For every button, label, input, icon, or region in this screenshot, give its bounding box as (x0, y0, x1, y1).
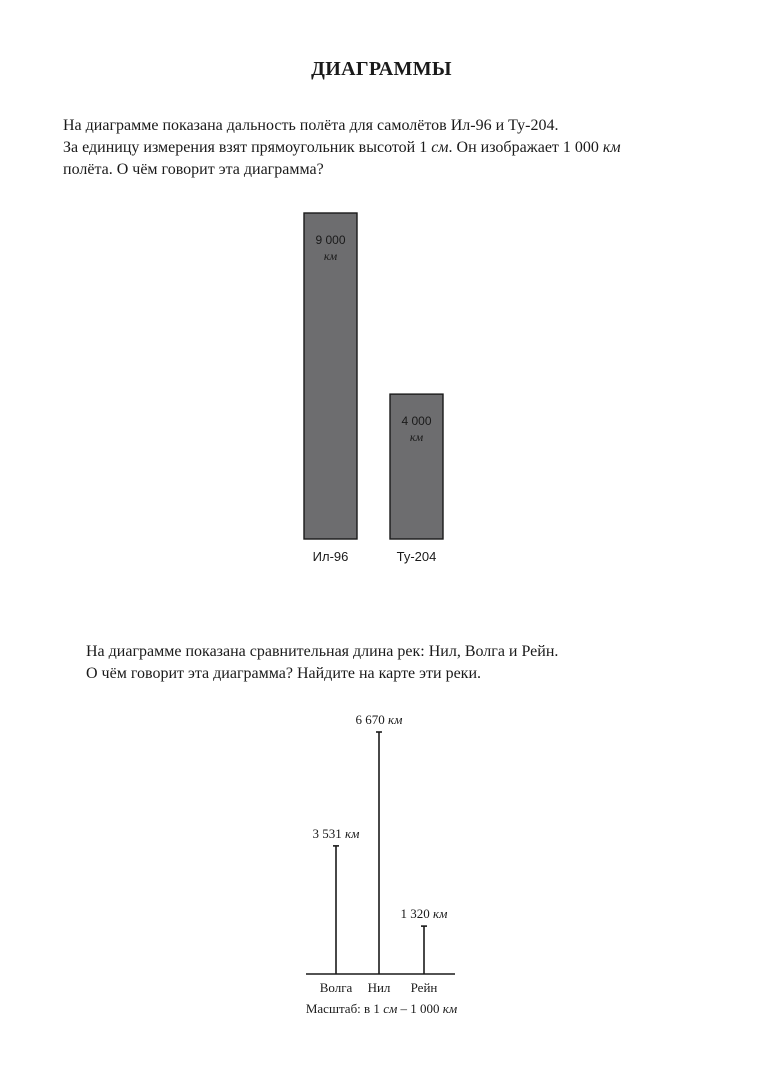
scale-note-middle: – 1 000 (397, 1001, 443, 1016)
river-category-label-1: Нил (367, 980, 391, 995)
scale-note-unit-km: км (442, 1001, 458, 1016)
river-category-label-2: Рейн (410, 980, 438, 995)
intro-unit-cm: см (431, 139, 449, 156)
intro-line-3: полёта. О чём говорит эта диаграмма? (63, 161, 324, 178)
scale-note (0, 1001, 763, 1017)
bar-unit-label-0: км (323, 249, 338, 263)
river-value-label-1: 6 670 км (355, 712, 403, 727)
scale-note-prefix: Масштаб: в 1 (305, 1001, 384, 1016)
river-value-label-2: 1 320 км (400, 906, 448, 922)
rivers-intro-line-1: На диаграмме показана сравнительная длина рек: Нил, Волга и Рейн. (86, 643, 559, 660)
river-value-label-0: 3 531 км (312, 825, 360, 841)
rivers-intro-line-2: О чём говорит эта диаграмма? Найдите на карте эти реки. (86, 665, 482, 682)
bar-category-label-0: Ил-96 (312, 549, 349, 564)
bar-category-label-1: Ту-204 (396, 549, 437, 564)
bar-value-label-1: 4 000 (401, 414, 432, 429)
page-title: ДИАГРАММЫ (311, 58, 452, 80)
river-category-label-0: Волга (319, 980, 353, 995)
intro-unit-km: км (602, 139, 621, 156)
scale-note-unit-cm: см (383, 1001, 398, 1016)
intro-line-2-b: . Он изображает 1 000 (448, 139, 603, 156)
bar-unit-label-1: км (409, 430, 424, 445)
intro-line-1: На диаграмме показана дальность полёта для самолётов Ил-96 и Ту-204. (63, 117, 559, 134)
bar-value-label-0: 9 000 (315, 233, 346, 247)
intro-line-2-a: За единицу измерения взят прямоугольник высотой 1 (63, 139, 432, 156)
